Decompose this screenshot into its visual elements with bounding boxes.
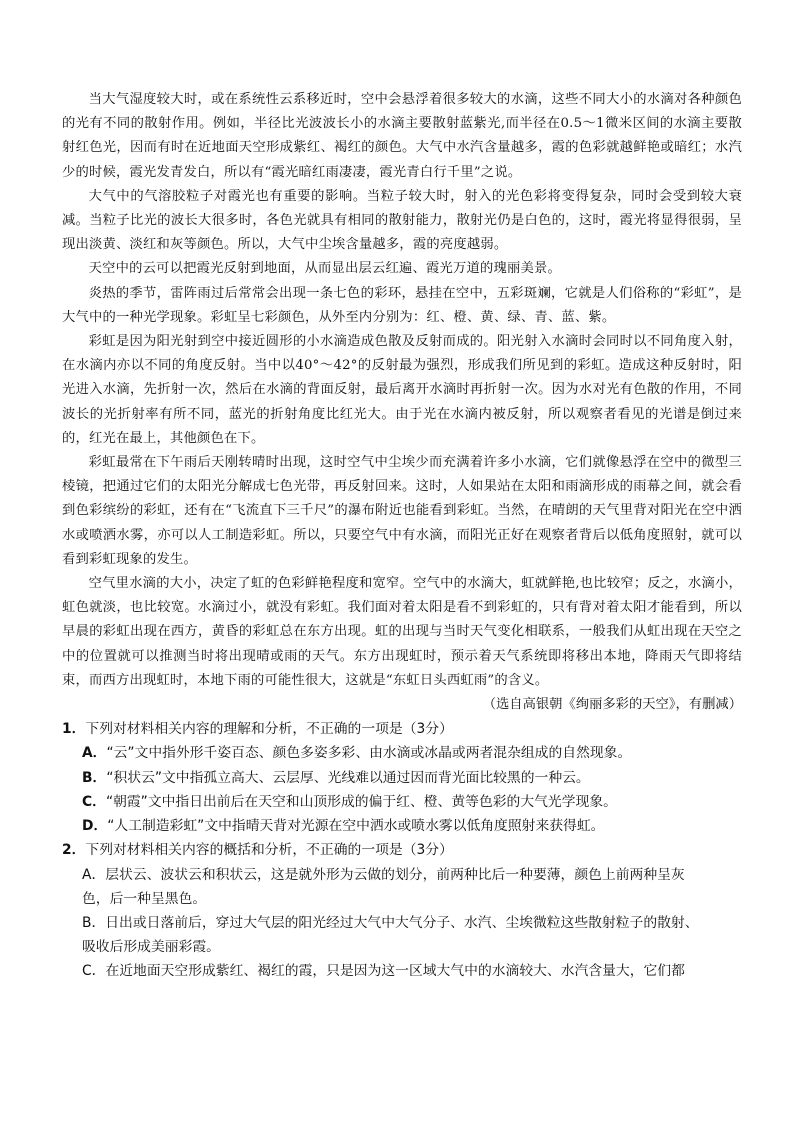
option-text: “朝霞”文中指日出前后在天空和山顶形成的偏于红、橙、黄等色彩的大气光学现象。 bbox=[105, 793, 617, 810]
option-b bbox=[62, 766, 742, 790]
article-paragraph-6: 彩虹最常在下午雨后天刚转晴时出现，这时空气中尘埃少而充满着许多小水滴，它们就像悬浮在空中的微型三棱镜，把通过它们的太阳光分解成七色光带，再反射回来。这时，人如果站在太阳和雨滴形成的雨幕之间，就会看到色彩缤纷的彩虹，还有在“飞流直下三千尺”的瀑布附近也能看到彩虹。当然，在晴朗的天气里背对阳光在空中洒水或喷洒水雾，亦可以人工制造彩虹。所以，只要空气中有水滴，而阳光正好在观察者背后以低角度照射，就可以看到彩虹现象的发生。 bbox=[62, 455, 742, 567]
option-letter: C． bbox=[82, 963, 106, 980]
article-paragraph-7: 空气里水滴的大小，决定了虹的色彩鲜艳程度和宽窄。空气中的水滴大，虹就鲜艳,也比较窄；反之，水滴小，虹色就淡，也比较宽。水滴过小，就没有彩虹。我们面对着太阳是看不到彩虹的，只有背对着太阳才能看到，所以早晨的彩虹出现在西方，黄昏的彩虹总在东方出现。虹的出现与当时天气变化相联系，一般我们从虹出现在天空之中的位置就可以推测当时将出现晴或雨的天气。东方出现虹时，预示着天气系统即将移出本地，降雨天气即将结束，而西方出现虹时，本地下雨的可能性很大，这就是“东虹日头西虹雨”的含义。 bbox=[62, 576, 742, 688]
article-paragraph-1: 当大气湿度较大时，或在系统性云系移近时，空中会悬浮着很多较大的水滴，这些不同大小的水滴对各种颜色的光有不同的散射作用。例如，半径比光波波长小的水滴主要散射蓝紫光,而半径在0.5～1微米区间的水滴主要散射红色光，因而有时在近地面天空形成紫红、褐红的颜色。大气中水汽含量越多，霞的色彩就越鲜艳或暗红；水汽少的时候，霞光发青发白，所以有“霞光暗红雨凄凄，霞光青白行千里”之说。 bbox=[62, 92, 742, 180]
article-source: （选自高银朝《绚丽多彩的天空》，有删减） bbox=[482, 697, 742, 713]
option-text-line-1: 日出或日落前后，穿过大气层的阳光经过大气中大气分子、水汽、尘埃微粒这些散射粒子的散射、 bbox=[105, 914, 699, 931]
option-letter: C． bbox=[82, 793, 106, 810]
question-stem bbox=[62, 717, 742, 741]
option-letter: A． bbox=[82, 745, 107, 762]
question-text: 下列对材料相关内容的概括和分析，不正确的一项是（3分） bbox=[85, 842, 453, 859]
option-text-line-1: 在近地面天空形成紫红、褐红的霞，只是因为这一区域大气中的水滴较大、水汽含量大，它们都 bbox=[105, 963, 685, 980]
option-letter: A． bbox=[82, 866, 106, 883]
option-d bbox=[62, 814, 742, 838]
question-number: 1． bbox=[62, 721, 86, 738]
article-paragraph-2: 大气中的气溶胶粒子对霞光也有重要的影响。当粒子较大时，射入的光色彩将变得复杂，同时会受到较大衰减。当粒子比光的波长大很多时，各色光就具有相同的散射能力，散射光仍是白色的，这时，霞光将显得很弱，呈现出淡黄、淡红和灰等颜色。所以，大气中尘埃含量越多，霞的亮度越弱。 bbox=[62, 188, 742, 253]
document-page bbox=[62, 88, 742, 984]
question-number: 2． bbox=[62, 842, 86, 859]
article-paragraph-5: 彩虹是因为阳光射到空中接近圆形的小水滴造成色散及反射而成的。阳光射入水滴时会同时以不同角度入射，在水滴内亦以不同的角度反射。当中以40°～42°的反射最为强烈，形成我们所见到的彩虹。造成这种反射时，阳光进入水滴，先折射一次，然后在水滴的背面反射，最后离开水滴时再折射一次。因为水对光有色散的作用，不同波长的光折射率有所不同，蓝光的折射角度比红光大。由于光在水滴内被反射，所以观察者看见的光谱是倒过来的，红光在最上，其他颜色在下。 bbox=[62, 334, 742, 446]
option-a bbox=[62, 741, 742, 765]
option-c bbox=[62, 959, 742, 983]
option-letter: B． bbox=[82, 914, 106, 931]
option-letter: B． bbox=[82, 769, 107, 786]
option-text-line-2: 吸收后形成美丽彩霞。 bbox=[82, 939, 220, 956]
question-text: 下列对材料相关内容的理解和分析，不正确的一项是（3分） bbox=[85, 721, 453, 738]
question-1 bbox=[62, 717, 742, 838]
option-letter: D． bbox=[82, 818, 108, 835]
article-paragraph-3: 天空中的云可以把霞光反射到地面，从而显出层云红遍、霞光万道的瑰丽美景。 bbox=[88, 261, 561, 277]
option-text: “积状云”文中指孤立高大、云层厚、光线难以通过因而背光面比较黑的一种云。 bbox=[106, 769, 590, 786]
option-text-line-2: 色，后一种呈黑色。 bbox=[82, 890, 207, 907]
question-stem bbox=[62, 838, 742, 862]
option-text-line-1: 层状云、波状云和积状云，这是就外形为云做的划分，前两种比后一种要薄，颜色上前两种呈灰 bbox=[105, 866, 685, 883]
option-text: “云”文中指外形千姿百态、颜色多姿多彩、由水滴或冰晶或两者混杂组成的自然现象。 bbox=[106, 745, 632, 762]
option-text: “人工制造彩虹”文中指晴天背对光源在空中洒水或喷水雾以低角度照射来获得虹。 bbox=[107, 818, 605, 835]
option-c bbox=[62, 790, 742, 814]
option-b bbox=[62, 911, 742, 959]
article-paragraph-4: 炎热的季节，雷阵雨过后常常会出现一条七色的彩环，悬挂在空中，五彩斑斓，它就是人们俗称的“彩虹”，是大气中的一种光学现象。彩虹呈七彩颜色，从外至内分别为：红、橙、黄、绿、青、蓝、紫。 bbox=[62, 285, 742, 325]
option-a bbox=[62, 863, 742, 911]
question-2 bbox=[62, 838, 742, 983]
